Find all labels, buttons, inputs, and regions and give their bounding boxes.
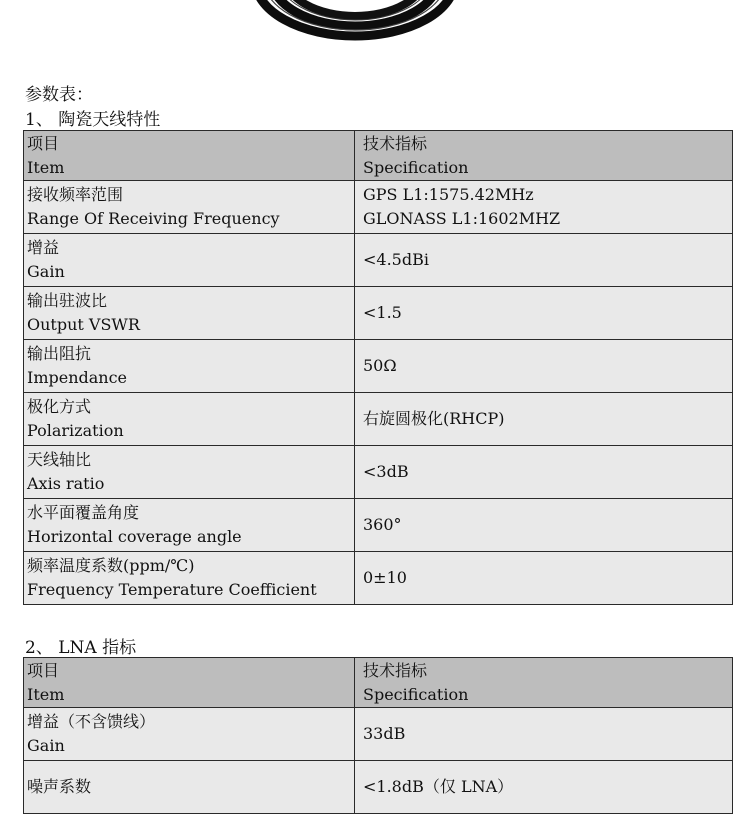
- table-header-row: [24, 658, 733, 708]
- header-spec-cell: [355, 658, 733, 708]
- table-row: [24, 340, 733, 393]
- specification-value: <1.5: [363, 303, 402, 322]
- header-item-cn: 项目: [27, 660, 60, 680]
- specification-cell: [355, 446, 733, 499]
- table-row: [24, 761, 733, 814]
- parameter-name-cn: 增益: [27, 238, 60, 257]
- specification-value: 33dB: [363, 724, 406, 743]
- parameter-name-cn: 增益（不含馈线）: [27, 712, 156, 731]
- header-spec-en: Specification: [363, 684, 469, 704]
- table-row: [24, 181, 733, 234]
- parameter-name-cn: 输出阻抗: [27, 344, 92, 363]
- parameter-name-cn: 天线轴比: [27, 450, 92, 469]
- header-item-en: Item: [27, 157, 65, 177]
- header-spec-cn: 技术指标: [363, 133, 428, 153]
- parameter-name-cn: 极化方式: [27, 397, 92, 416]
- table-row: [24, 446, 733, 499]
- parameter-name-en: Frequency Temperature Coefficient: [27, 580, 317, 599]
- parameter-cell: [24, 287, 355, 340]
- table-row: [24, 393, 733, 446]
- table-row: [24, 234, 733, 287]
- header-spec-cell: [355, 131, 733, 181]
- header-item-cell: [24, 131, 355, 181]
- parameter-cell: [24, 181, 355, 234]
- parameter-cell: [24, 234, 355, 287]
- parameter-name-cn: 水平面覆盖角度: [27, 503, 140, 522]
- specification-cell: [355, 708, 733, 761]
- lna-spec-table: [23, 657, 733, 814]
- parameter-name-en: Output VSWR: [27, 315, 140, 334]
- specification-value: 0±10: [363, 568, 407, 587]
- antenna-cable-image: [245, 0, 465, 44]
- specification-value: 右旋圆极化(RHCP): [363, 409, 505, 428]
- specification-cell: [355, 499, 733, 552]
- table-row: [24, 499, 733, 552]
- specification-cell: [355, 761, 733, 814]
- specification-cell: [355, 340, 733, 393]
- specification-cell: [355, 234, 733, 287]
- parameter-name-en: Gain: [27, 736, 65, 755]
- table-row: [24, 287, 733, 340]
- header-item-en: Item: [27, 684, 65, 704]
- parameter-name-en: Impendance: [27, 368, 128, 387]
- parameter-name-cn: 接收频率范围: [27, 185, 124, 204]
- table-header-row: [24, 131, 733, 181]
- specification-value: 50Ω: [363, 356, 397, 375]
- parameter-name-cn: 频率温度系数(ppm/℃): [27, 556, 195, 575]
- specification-value: <3dB: [363, 462, 409, 481]
- specification-value: GPS L1:1575.42MHz: [363, 185, 534, 204]
- parameter-name-en: Axis ratio: [27, 474, 105, 493]
- header-item-cell: [24, 658, 355, 708]
- parameter-name-en: Polarization: [27, 421, 124, 440]
- header-item-cn: 项目: [27, 133, 60, 153]
- specification-value: <4.5dBi: [363, 250, 429, 269]
- table-row: [24, 708, 733, 761]
- specification-value: GLONASS L1:1602MHZ: [363, 209, 561, 228]
- parameter-cell: [24, 552, 355, 605]
- parameter-cell: [24, 499, 355, 552]
- specification-value: <1.8dB（仅 LNA）: [363, 777, 514, 796]
- specification-value: 360°: [363, 515, 402, 534]
- parameter-name-en: Horizontal coverage angle: [27, 527, 242, 546]
- parameter-table-label: 参数表：: [25, 85, 93, 105]
- table-row: [24, 552, 733, 605]
- specification-cell: [355, 287, 733, 340]
- parameter-cell: [24, 340, 355, 393]
- header-spec-en: Specification: [363, 157, 469, 177]
- specification-cell: [355, 181, 733, 234]
- section-2-title: 2、 LNA 指标: [25, 638, 137, 658]
- parameter-name-cn: 输出驻波比: [27, 291, 108, 310]
- ceramic-antenna-spec-table: [23, 130, 733, 605]
- specification-cell: [355, 552, 733, 605]
- parameter-cell: [24, 761, 355, 814]
- parameter-name-en: Range Of Receiving Frequency: [27, 209, 280, 228]
- parameter-name-cn: 噪声系数: [27, 777, 92, 796]
- parameter-cell: [24, 446, 355, 499]
- parameter-cell: [24, 393, 355, 446]
- section-1-title: 1、 陶瓷天线特性: [25, 110, 161, 130]
- parameter-cell: [24, 708, 355, 761]
- specification-cell: [355, 393, 733, 446]
- header-spec-cn: 技术指标: [363, 660, 428, 680]
- parameter-name-en: Gain: [27, 262, 65, 281]
